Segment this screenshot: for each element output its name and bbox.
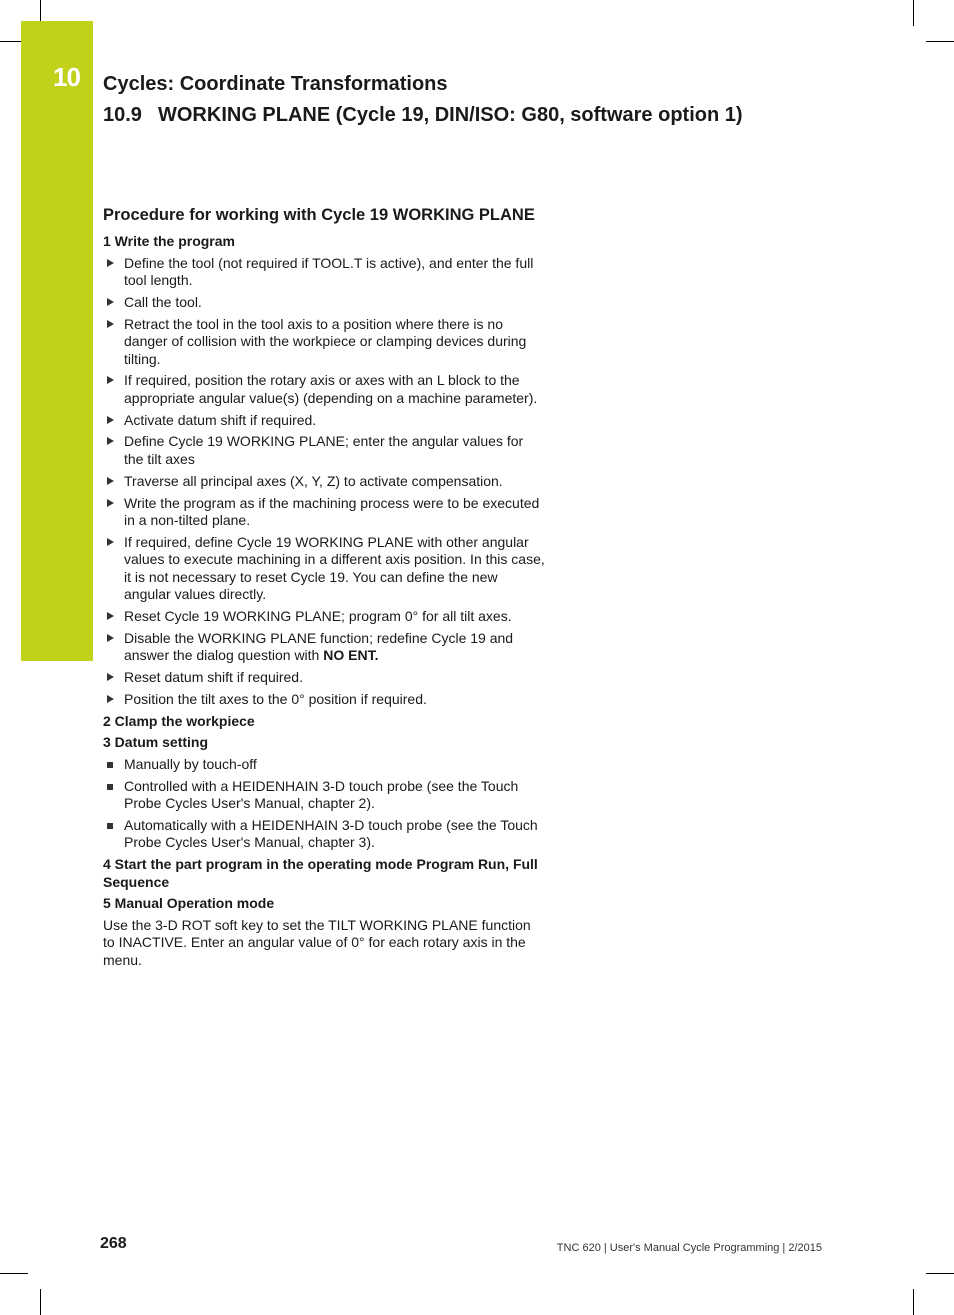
crop-mark <box>40 1289 41 1315</box>
step-3-title: 3 Datum setting <box>103 734 209 751</box>
section-number: 10.9 <box>103 104 142 126</box>
list-item: Write the program as if the machining process were to be executed in a non-tilted plane. <box>103 495 545 530</box>
list-item-text: Disable the WORKING PLANE function; redefine Cycle 19 and answer the dialog question with <box>124 629 514 664</box>
list-item: Retract the tool in the tool axis to a position where there is no danger of collision with the workpiece or clamping devices during tilting. <box>103 316 545 369</box>
list-item: Define the tool (not required if TOOL.T is active), and enter the full tool length. <box>103 255 545 290</box>
list-item: Reset datum shift if required. <box>103 669 545 687</box>
chapter-tab <box>21 21 93 661</box>
crop-mark <box>913 0 914 26</box>
step-1-list <box>103 255 545 709</box>
list-item: If required, define Cycle 19 WORKING PLANE with other angular values to execute machining in a different axis position. In this case, it is not necessary to reset Cycle 19. You can define the new angular values directly. <box>103 534 545 604</box>
crop-mark <box>926 41 954 42</box>
section-title-text: WORKING PLANE (Cycle 19, DIN/ISO: G80, software option 1) <box>158 104 743 126</box>
chapter-title: Cycles: Coordinate Transformations <box>103 73 448 95</box>
crop-mark <box>926 1273 954 1274</box>
main-content <box>103 205 545 969</box>
step-5-text: Use the 3-D ROT soft key to set the TILT WORKING PLANE function to INACTIVE. Enter an angular value of 0° for each rotary axis in the menu. <box>103 916 531 968</box>
page-number: 268 <box>100 1235 127 1252</box>
step-2-title: 2 Clamp the workpiece <box>103 712 255 729</box>
list-item: Automatically with a HEIDENHAIN 3-D touch probe (see the Touch Probe Cycles User's Manual, chapter 3). <box>103 817 545 852</box>
list-item: Controlled with a HEIDENHAIN 3-D touch probe (see the Touch Probe Cycles User's Manual, chapter 2). <box>103 778 545 813</box>
step-5-title: 5 Manual Operation mode <box>103 895 275 912</box>
list-item: Traverse all principal axes (X, Y, Z) to activate compensation. <box>103 473 545 491</box>
footer-text: TNC 620 | User's Manual Cycle Programming | 2/2015 <box>556 1242 822 1254</box>
list-item: If required, position the rotary axis or axes with an L block to the appropriate angular value(s) (depending on a machine parameter). <box>103 372 545 407</box>
list-item <box>103 630 545 665</box>
list-item: Reset Cycle 19 WORKING PLANE; program 0° for all tilt axes. <box>103 608 545 626</box>
list-item: Define Cycle 19 WORKING PLANE; enter the angular values for the tilt axes <box>103 433 545 468</box>
list-item: Position the tilt axes to the 0° position if required. <box>103 691 545 709</box>
step-1-title: 1 Write the program <box>103 233 235 249</box>
no-ent-key: NO ENT. <box>323 647 379 664</box>
list-item: Manually by touch-off <box>103 756 545 774</box>
step-3-list <box>103 756 545 852</box>
procedure-heading: Procedure for working with Cycle 19 WORKING PLANE <box>103 206 535 224</box>
section-title <box>103 104 743 127</box>
crop-mark <box>913 1289 914 1315</box>
crop-mark <box>0 1273 28 1274</box>
chapter-number: 10 <box>53 62 80 92</box>
step-4-title: 4 Start the part program in the operating mode Program Run, Full Sequence <box>103 856 538 890</box>
list-item: Call the tool. <box>103 294 545 312</box>
list-item: Activate datum shift if required. <box>103 412 545 430</box>
